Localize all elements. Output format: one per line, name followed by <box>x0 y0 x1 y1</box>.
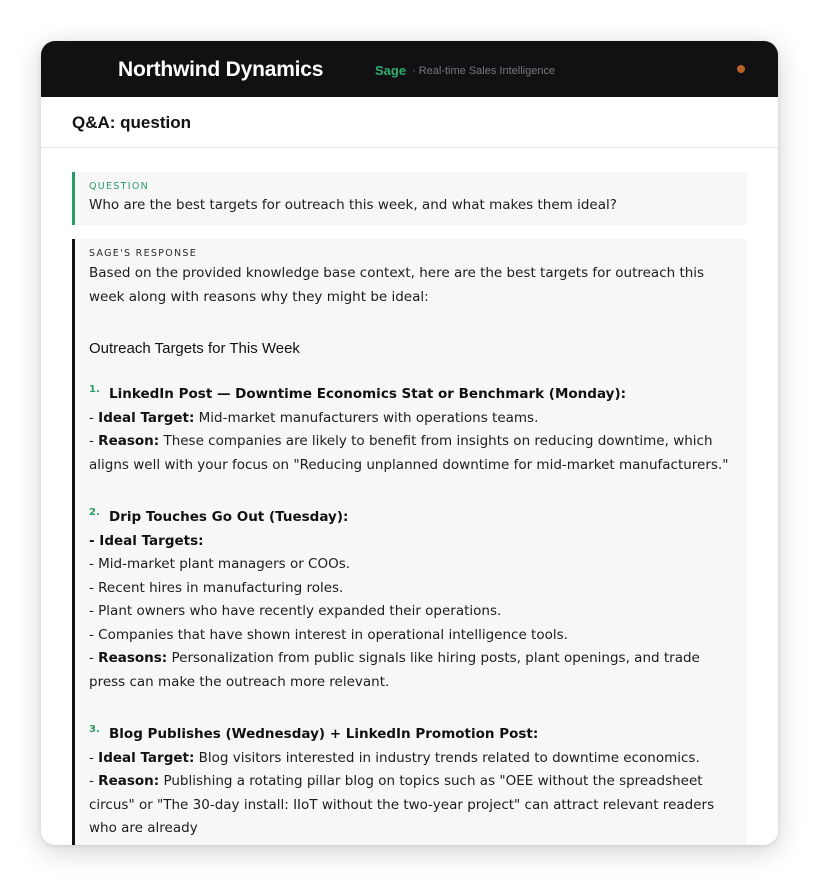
item-reason-line <box>89 770 733 841</box>
response-card <box>72 239 747 845</box>
list-item <box>89 723 733 841</box>
target-entry: - Mid-market plant managers or COOs. <box>89 556 351 572</box>
product-name: Sage <box>375 63 407 78</box>
item-target-line <box>89 407 733 431</box>
reason-label: Reason: <box>98 433 160 449</box>
list-item-title-text: Blog Publishes (Wednesday) + LinkedIn Promotion Post: <box>109 726 539 742</box>
item-reason-line <box>89 430 733 477</box>
target-text: Blog visitors interested in industry trends related to downtime economics. <box>194 749 700 766</box>
target-entry: - Recent hires in manufacturing roles. <box>89 579 344 596</box>
reason-text: These companies are likely to benefit from insights on reducing downtime, which aligns well with your focus on "Reducing unplanned downtime for mid-market manufacturers." <box>89 433 729 473</box>
list-item <box>89 383 733 477</box>
list-item <box>89 506 733 694</box>
list-item-number: 1. <box>89 384 100 395</box>
item-reason-line <box>89 647 733 694</box>
target-entry: - Companies that have shown interest in operational intelligence tools. <box>89 626 568 643</box>
question-text: Who are the best targets for outreach this week, and what makes them ideal? <box>89 197 617 213</box>
list-item-title-text: LinkedIn Post — Downtime Economics Stat or Benchmark (Monday): <box>109 386 627 402</box>
product-tagline: · Real-time Sales Intelligence <box>412 65 556 77</box>
target-entry: - Plant owners who have recently expanded their operations. <box>89 603 502 619</box>
reason-text: Personalization from public signals like hiring posts, plant openings, and trade press can make the outreach more relevant. <box>89 650 700 690</box>
top-bar <box>41 41 778 97</box>
response-label: SAGE'S RESPONSE <box>89 248 198 259</box>
brand-name[interactable]: Northwind Dynamics <box>118 58 324 81</box>
reason-label: Reasons: <box>98 650 168 666</box>
list-item-title <box>89 383 733 407</box>
bullet-prefix: - <box>89 433 99 449</box>
list-item-number: 3. <box>89 724 100 735</box>
app-window <box>41 41 778 845</box>
status-dot-icon <box>737 65 745 73</box>
list-item-title <box>89 723 733 747</box>
title-bar <box>41 97 778 148</box>
list-item-title <box>89 506 733 530</box>
reason-label: Reason: <box>98 773 160 789</box>
list-item-number: 2. <box>89 507 100 518</box>
page-title: Q&A: question <box>72 113 191 132</box>
bullet-prefix: - <box>89 650 99 666</box>
targets-label: - Ideal Targets: <box>89 532 204 549</box>
item-target-line <box>89 747 733 771</box>
list-item-title-text: Drip Touches Go Out (Tuesday): <box>109 509 349 525</box>
bullet-prefix: - <box>89 749 99 766</box>
bullet-prefix: - <box>89 773 99 789</box>
reason-text: Publishing a rotating pillar blog on topics such as "OEE without the spreadsheet circus" or "The 30-day install: IIoT without the two-year project" can attract relevant readers who are already <box>89 773 715 836</box>
question-card <box>72 172 747 225</box>
bullet-prefix: - <box>89 409 99 426</box>
question-label: QUESTION <box>89 181 150 192</box>
target-text: Mid-market manufacturers with operations teams. <box>194 409 539 426</box>
target-label: Ideal Target: <box>98 409 195 426</box>
response-intro: Based on the provided knowledge base context, here are the best targets for outreach this week along with reasons why they might be ideal: <box>89 265 705 305</box>
qa-content <box>72 172 747 845</box>
response-heading: Outreach Targets for This Week <box>89 340 300 357</box>
target-label: Ideal Target: <box>98 749 195 766</box>
